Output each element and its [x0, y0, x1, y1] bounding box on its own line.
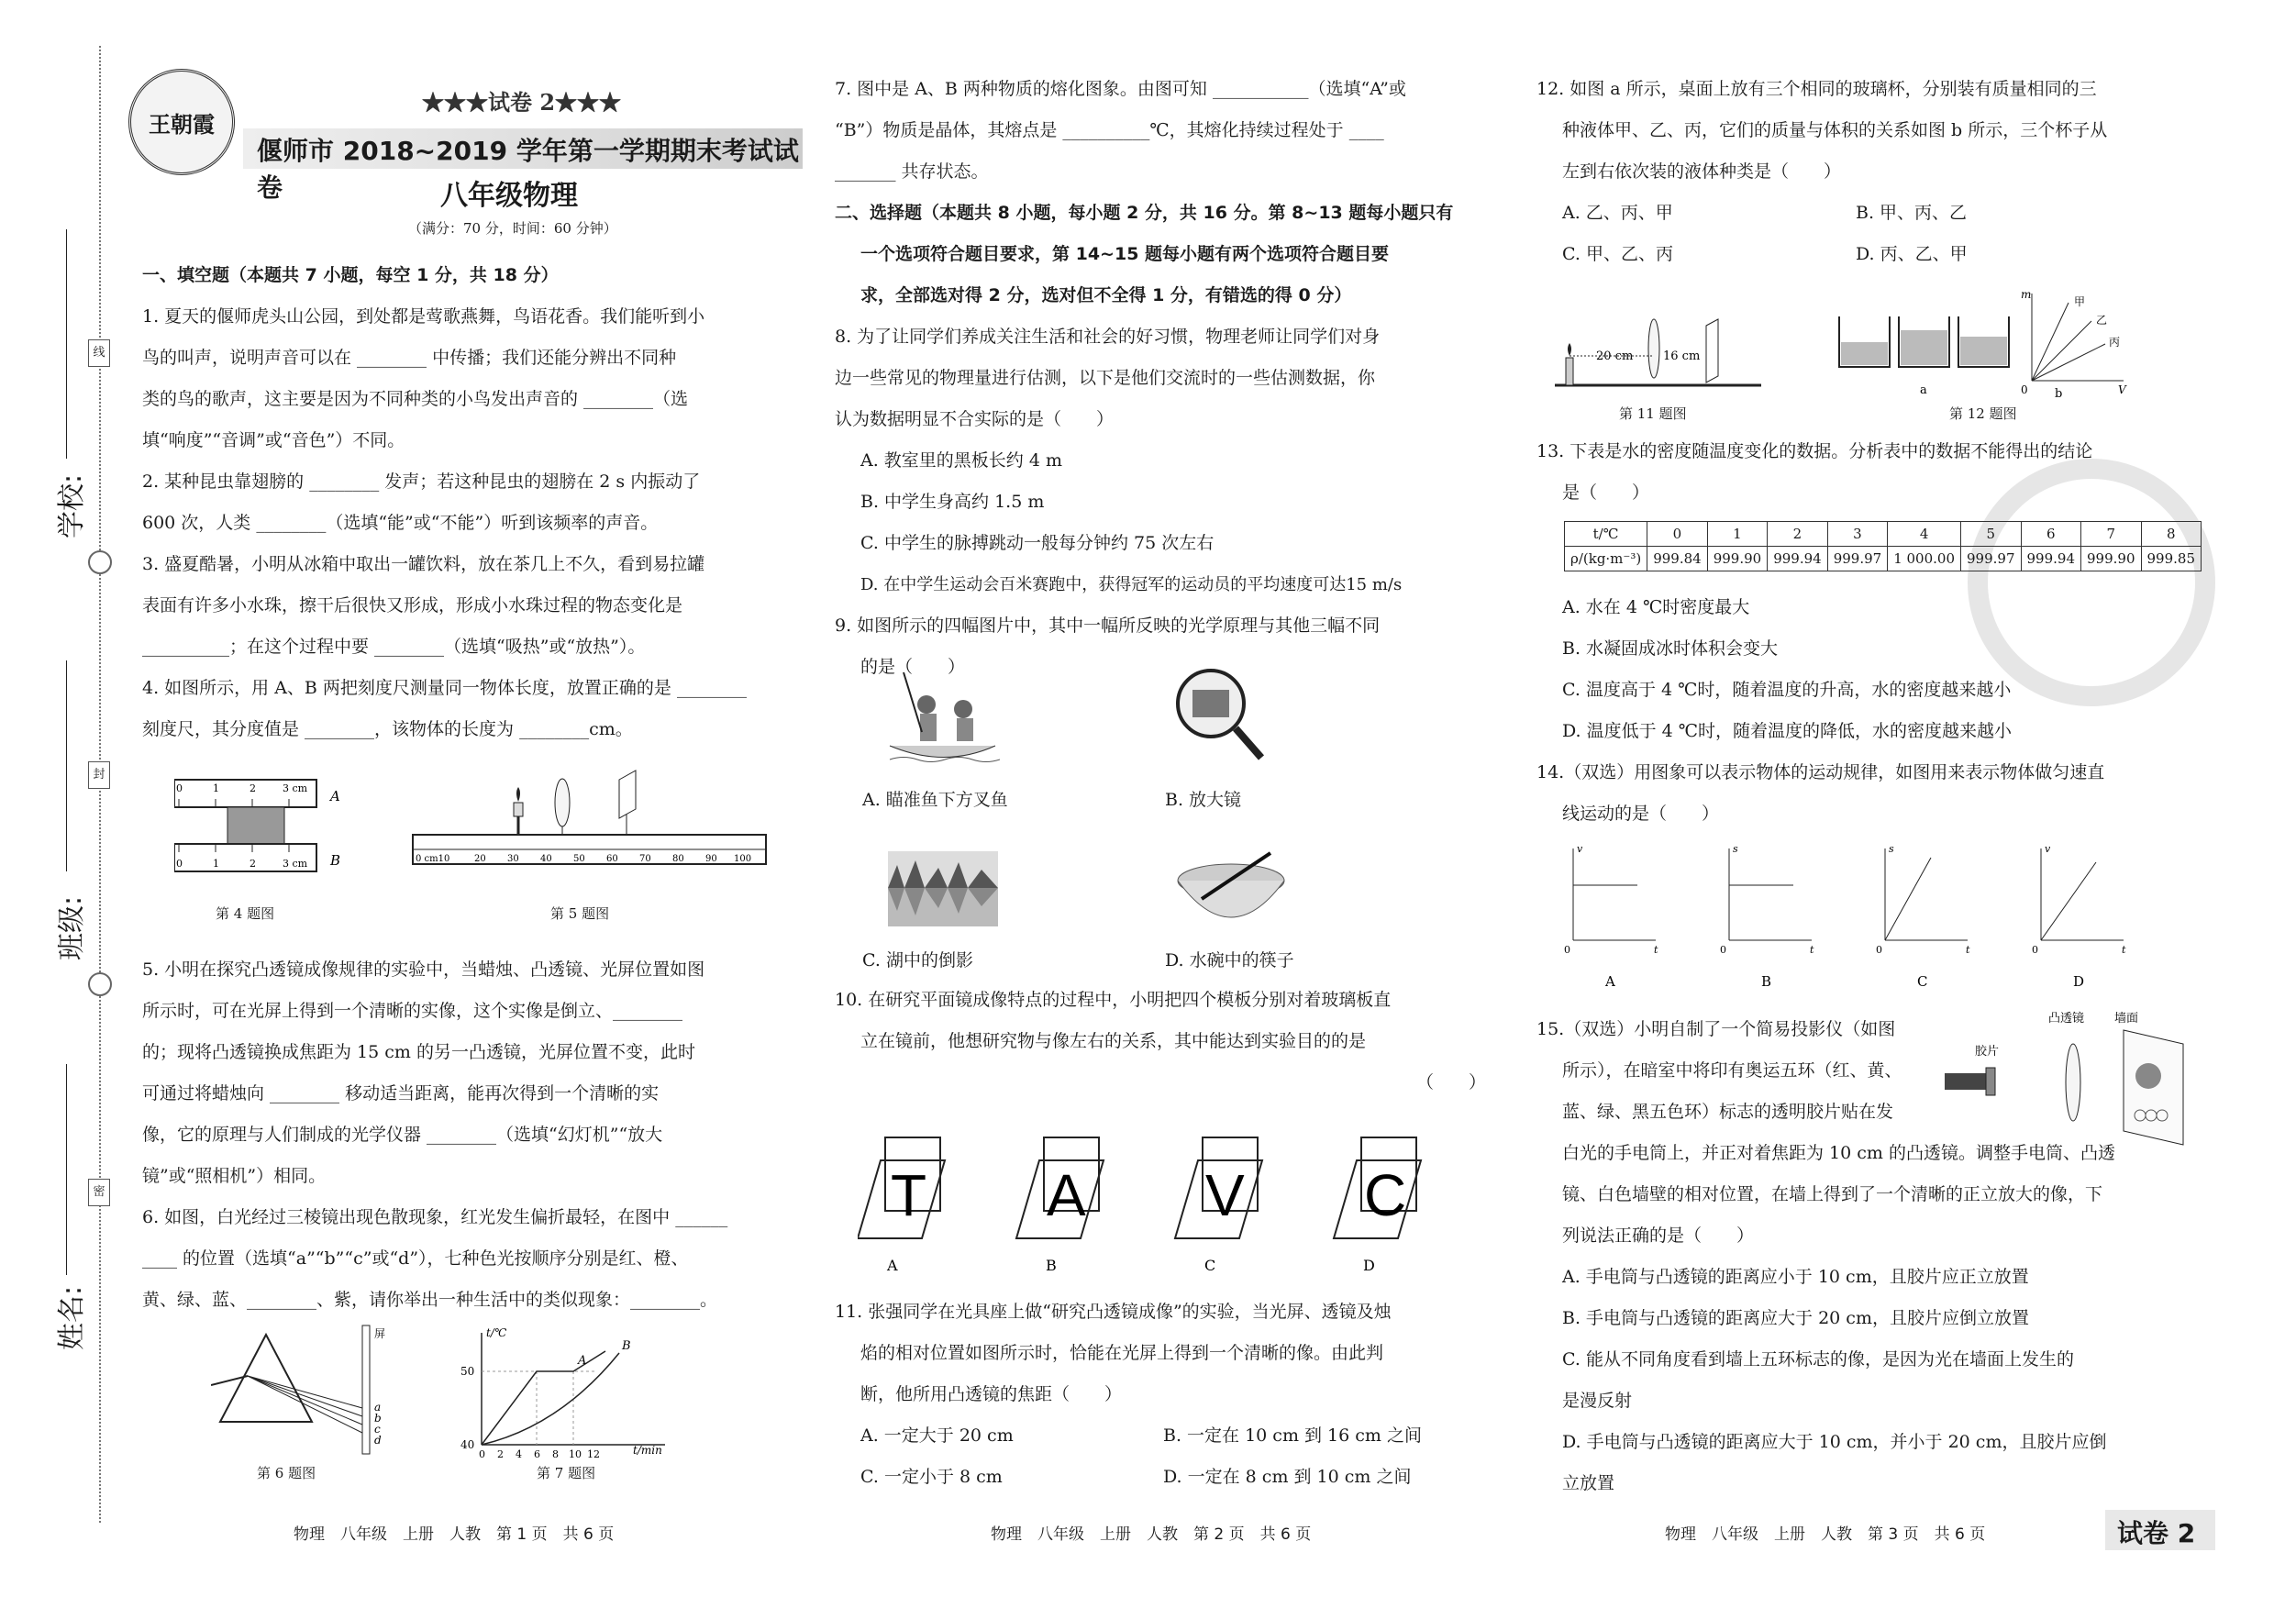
- ruler-a-digit-3: 3 cm: [283, 782, 308, 794]
- school-label: 学校:: [56, 473, 89, 539]
- question-3: 3. 盛夏酷暑，小明从冰箱中取出一罐饮料，放在茶几上不久，看到易拉罐 表面有许多小水珠，擦干后很快又形成，形成小水珠过程的物态变化是 __________；在这个过程中要 ________（选填“吸热”或“放热”）。: [142, 554, 705, 657]
- page-2: [835, 0, 1495, 1597]
- question-5: 5. 小明在探究凸透镜成像规律的实验中，当蜡烛、凸透镜、光屏位置如图 所示时，可在光屏上得到一个清晰的实像，这个实像是倒立、________ 的；现将凸透镜换成焦距为 15 cm 的另一凸透镜，光屏位置不变，此时 可通过将蜡烛向 ________ 移动适当距离，能再次得到一个清晰的实 像，它的原理与人们制成的光学仪器 ________（选填“幻灯机”“放大 镜”或“照相机”）相同。: [142, 959, 705, 1186]
- x-tick-4: 4: [516, 1448, 522, 1458]
- x-tick-12: 12: [587, 1448, 600, 1458]
- q9-option-b: B. 放大镜: [1165, 790, 1242, 810]
- svg-text:0: 0: [1876, 944, 1882, 956]
- q13-option-b: B. 水凝固成冰时体积会变大: [1562, 638, 1779, 659]
- question-13: 13. 下表是水的密度随温度变化的数据。分析表中的数据不能得出的结论 是（ ）: [1536, 441, 2093, 503]
- ruler-b-digit-1: 1: [213, 858, 219, 870]
- bench-tick-50: 50: [573, 854, 585, 864]
- name-label: 姓名:: [56, 1285, 89, 1351]
- series-b-label: B: [622, 1339, 631, 1353]
- ray-label-c: c: [374, 1423, 381, 1436]
- table-row: [1565, 522, 2202, 547]
- cut-mark-line: 线: [88, 339, 110, 367]
- letter-v: V: [1205, 1162, 1245, 1228]
- bench-tick-100: 100: [734, 854, 752, 864]
- page-3: [1536, 0, 2215, 1597]
- fig6-caption: 第 6 题图: [257, 1465, 316, 1481]
- page-footer-3: 物理 八年级 上册 人教 第 3 页 共 6 页: [1665, 1525, 1986, 1544]
- fig5-caption: 第 5 题图: [550, 905, 610, 922]
- table-cell: 999.84: [1647, 547, 1708, 571]
- binding-hole: [88, 972, 112, 996]
- table-cell: 6: [2021, 522, 2081, 547]
- label-wall: 墙面: [2114, 1012, 2139, 1026]
- footer-tag: 试卷 2: [2117, 1518, 2196, 1548]
- y-axis-label: t/℃: [486, 1326, 507, 1339]
- graph-b-label: B: [1761, 973, 1772, 990]
- letter-c: C: [1364, 1162, 1407, 1228]
- projector-figure: [1940, 1007, 2215, 1154]
- q9-option-d: D. 水碗中的筷子: [1165, 950, 1294, 970]
- table-cell: 1: [1707, 522, 1768, 547]
- section-2-heading: 二、选择题（本题共 8 小题，每小题 2 分，共 16 分。第 8~13 题每小题只有 一个选项符合题目要求，第 14~15 题每小题有两个选项符合题目要 求，全部选对得 2 分，选对但不全得 1 分，有错选的得 0 分）: [835, 203, 1454, 305]
- q12-option-b: B. 甲、丙、乙: [1856, 203, 1968, 223]
- q15-option-d: D. 手电筒与凸透镜的距离应大于 10 cm，并小于 20 cm，且胶片应倒: [1562, 1432, 2107, 1452]
- graph-a-y: v: [1577, 843, 1583, 855]
- table-cell: 1 000.00: [1888, 547, 1961, 571]
- table-cell: ρ/(kg·m⁻³): [1565, 547, 1647, 571]
- line-bing: 丙: [2109, 336, 2121, 349]
- name-field[interactable]: [66, 1064, 67, 1275]
- question-2: 2. 某种昆虫靠翅膀的 ________ 发声；若这种昆虫的翅膀在 2 s 内振动了 600 次，人类 ________（选填“能”或“不能”）听到该频率的声音。: [142, 471, 701, 533]
- graph-d: [2032, 843, 2126, 990]
- melting-graph: [459, 1325, 679, 1458]
- ruler-b-label: B: [330, 852, 341, 869]
- table-cell: 2: [1768, 522, 1828, 547]
- page-footer-1: 物理 八年级 上册 人教 第 1 页 共 6 页: [294, 1525, 615, 1544]
- question-9: 9. 如图所示的四幅图片中，其中一幅所反映的光学原理与其他三幅不同: [835, 616, 1381, 636]
- bench-tick-70: 70: [639, 854, 651, 864]
- table-cell: 999.97: [1827, 547, 1888, 571]
- image-chopsticks-bowl: [1174, 848, 1289, 931]
- graph-d-y: v: [2045, 843, 2051, 855]
- question-14: 14.（双选）用图象可以表示物体的运动规律，如图用来表示物体做匀速直: [1536, 762, 2105, 782]
- bench-tick-40: 40: [540, 854, 552, 864]
- graph-c: [1876, 843, 1970, 990]
- table-cell: 999.90: [2081, 547, 2142, 571]
- binding-margin: [0, 0, 128, 1597]
- q11-option-b: B. 一定在 10 cm 到 16 cm 之间: [1163, 1425, 1422, 1446]
- ray-label-d: d: [374, 1434, 382, 1447]
- figure-4-rulers: [174, 775, 404, 881]
- question-7: 7. 图中是 A、B 两种物质的熔化图象。由图可知 ___________（选填“A”或 “B”）物质是晶体，其熔点是 __________℃，其熔化持续过程处于 ____ _______ 共存状态。: [835, 79, 1406, 182]
- bench-tick-90: 90: [705, 854, 717, 864]
- density-table: [1564, 521, 2202, 571]
- table-cell: 7: [2081, 522, 2142, 547]
- graph-a: [1564, 843, 1658, 990]
- cut-mark-seal: 封: [88, 761, 110, 789]
- template-label-a: A: [887, 1257, 898, 1274]
- question-4: 4. 如图所示，用 A、B 两把刻度尺测量同一物体长度，放置正确的是 ________ 刻度尺，其分度值是 ________，该物体的长度为 ________cm。: [142, 678, 747, 739]
- y-tick-40: 40: [460, 1438, 475, 1451]
- question-12: 12. 如图 a 所示，桌面上放有三个相同的玻璃杯，分别装有质量相同的三 种液体甲、乙、丙，它们的质量与体积的关系如图 b 所示，三个杯子从 左到右依次装的液体种类是（ ） A. 乙、丙、甲 B. 甲、丙、乙 C. 甲、乙、丙 D. 丙、乙、甲: [1536, 69, 2215, 275]
- graph-c-y: s: [1889, 843, 1894, 855]
- q9-option-a: A. 瞄准鱼下方叉鱼: [862, 790, 1008, 810]
- figure-11: [1555, 312, 1766, 394]
- sub-a: a: [1920, 383, 1927, 397]
- fig4-caption: 第 4 题图: [216, 905, 275, 922]
- figure-6-prism: [211, 1321, 413, 1458]
- svg-text:0: 0: [1564, 944, 1570, 956]
- motion-graphs: [1564, 839, 2206, 991]
- paper-tag: ★★★试卷 2★★★: [422, 89, 622, 116]
- q13-option-d: D. 温度低于 4 ℃时，随着温度的降低，水的密度越来越小: [1562, 721, 2013, 741]
- table-cell: 999.90: [1707, 547, 1768, 571]
- q15-option-c: C. 能从不同角度看到墙上五环标志的像，是因为光在墙面上发生的: [1562, 1349, 2074, 1370]
- template-label-d: D: [1363, 1257, 1375, 1274]
- graph-a-label: A: [1605, 973, 1615, 990]
- question-1: 1. 夏天的偃师虎头山公园，到处都是莺歌燕舞，鸟语花香。我们能听到小 鸟的叫声，说明声音可以在 ________ 中传播；我们还能分辨出不同种 类的鸟的歌声，这主要是因为不同种类的小鸟发出声音的 ________（选 填“响度”“音调”或“音色”）不同。: [142, 306, 705, 450]
- sub-b: b: [2055, 387, 2063, 399]
- graph-d-x: t: [2122, 944, 2126, 956]
- template-a: [858, 1137, 945, 1238]
- bench-tick-30: 30: [507, 854, 519, 864]
- fig11-caption: 第 11 题图: [1619, 405, 1687, 422]
- optical-bench-diagram: [408, 761, 775, 881]
- template-label-b: B: [1046, 1257, 1057, 1274]
- q12-option-c: C. 甲、乙、丙: [1562, 244, 1673, 264]
- mirror-templates: [858, 1133, 1463, 1280]
- option-c: C. 中学生的脉搏跳动一般每分钟约 75 次左右: [860, 533, 1215, 553]
- template-d: [1334, 1137, 1421, 1238]
- page-1: [128, 0, 807, 1597]
- graph-b-x: t: [1810, 944, 1814, 956]
- figure-5-optical-bench: [408, 761, 775, 881]
- table-row: [1565, 547, 2202, 571]
- letter-t: T: [891, 1162, 927, 1228]
- x-tick-0: 0: [479, 1448, 485, 1458]
- x-tick-6: 6: [534, 1448, 540, 1458]
- q15-option-b: B. 手电筒与凸透镜的距离应大于 20 cm，且胶片应倒立放置: [1562, 1308, 2029, 1328]
- svg-text:0: 0: [2032, 944, 2038, 956]
- image-spear-fishing: [885, 668, 1000, 769]
- label-lens: 凸透镜: [2048, 1012, 2085, 1026]
- table-cell: 4: [1888, 522, 1961, 547]
- table-cell: 999.85: [2141, 547, 2202, 571]
- bench-tick-0: 0 cm10: [416, 854, 450, 864]
- exam-title: 偃师市 2018~2019 学年第一学期期末考试试卷: [257, 136, 799, 203]
- cut-mark-secret: 密: [88, 1179, 110, 1206]
- question-8: 8. 为了让同学们养成关注生活和社会的好习惯，物理老师让同学们对身 边一些常见的物理量进行估测，以下是他们交流时的一些估测数据，你 认为数据明显不合实际的是（ ） A. 教室里的黑板长约 4 m B. 中学生身高约 1.5 m C. 中学生的脉搏跳动一般每分钟约 75 次左右 D. 在中学生运动会百米赛跑中，获得冠军的运动员的平均速度可达15 m/s 9. 如图所示的四幅图片中，其中一幅所反映的光学原理与其他三幅不同 的是（ ）: [835, 316, 1495, 688]
- section-1: [142, 255, 803, 750]
- ruler-a-digit-0: 0: [176, 782, 183, 794]
- option-d: D. 在中学生运动会百米赛跑中，获得冠军的运动员的平均速度可达15 m/s: [860, 575, 1403, 594]
- brand-logo: [128, 69, 235, 175]
- table-cell: 8: [2141, 522, 2202, 547]
- subject-title: 八年级物理: [440, 180, 578, 212]
- school-field[interactable]: [66, 229, 67, 459]
- line-jia: 甲: [2074, 295, 2086, 308]
- class-field[interactable]: [66, 660, 67, 871]
- figure-12: [1830, 289, 2133, 399]
- exam-meta: （满分：70 分，时间：60 分钟）: [408, 220, 617, 237]
- graph-c-x: t: [1966, 944, 1970, 956]
- svg-text:0: 0: [1720, 944, 1726, 956]
- template-c: [1175, 1137, 1262, 1238]
- axis-origin: 0: [2021, 383, 2028, 396]
- q13-option-c: C. 温度高于 4 ℃时，随着温度的升高，水的密度越来越小: [1562, 680, 2012, 700]
- image-magnifier: [1170, 662, 1270, 768]
- section-heading: 一、填空题（本题共 7 小题，每空 1 分，共 18 分）: [142, 265, 559, 285]
- q11-option-a: A. 一定大于 20 cm: [860, 1425, 1014, 1446]
- ray-label-a: a: [374, 1401, 382, 1414]
- prism-diagram: [211, 1321, 413, 1458]
- image-lake-reflection: [888, 851, 998, 926]
- series-a-label: A: [578, 1354, 587, 1368]
- bench-tick-60: 60: [606, 854, 618, 864]
- q11-option-d: D. 一定在 8 cm 到 10 cm 之间: [1163, 1467, 1412, 1487]
- x-tick-10: 10: [569, 1448, 582, 1458]
- q12-option-a: A. 乙、丙、甲: [1562, 203, 1673, 223]
- fig7-caption: 第 7 题图: [537, 1465, 596, 1481]
- ruler-b-digit-0: 0: [176, 858, 183, 870]
- axis-v: V: [2118, 383, 2126, 396]
- screen-label: 屏: [374, 1327, 386, 1340]
- graph-a-x: t: [1654, 944, 1658, 956]
- graph-d-label: D: [2073, 973, 2085, 990]
- ruler-a-digit-2: 2: [250, 782, 256, 794]
- x-tick-8: 8: [552, 1448, 559, 1458]
- line-yi: 乙: [2096, 314, 2108, 327]
- section-1-cont: [142, 949, 803, 1321]
- table-cell: t/℃: [1565, 522, 1647, 547]
- q9-option-c: C. 湖中的倒影: [862, 950, 973, 970]
- table-cell: 999.94: [1768, 547, 1828, 571]
- question-15: 15.（双选）小明自制了一个简易投影仪（如图 所示），在暗室中将印有奥运五环（红、黄、 蓝、绿、黑五色环）标志的透明胶片贴在发 白光的手电筒上，并正对着焦距为 10 cm 的凸透镜。调整手电筒、凸透 镜、白色墙壁的相对位置，在墙上得到了一个清晰的正立放大的像，下 列说法正确的是（ ） A. 手电筒与凸透镜的距离应小于 10 cm，且胶片应正立放置 B. 手电筒与凸透镜的距离应大于 20 cm，且胶片应倒立放置 C. 能从不同角度看到墙上五环标志的像，是因为光在墙面上发生的 是漫反射 D. 手电筒与凸透镜的距离应大于 10 cm，并小于 20 cm，且胶片应倒 立放置: [1536, 1009, 2215, 1504]
- axis-m: m: [2021, 289, 2032, 301]
- q12-option-d: D. 丙、乙、甲: [1856, 244, 1968, 264]
- page-footer-2: 物理 八年级 上册 人教 第 2 页 共 6 页: [991, 1525, 1312, 1544]
- question-11: 11. 张强同学在光具座上做“研究凸透镜成像”的实验，当光屏、透镜及烛 焰的相对位置如图所示时，恰能在光屏上得到一个清晰的像。由此判 断，他所用凸透镜的焦距（ ） A. 一定大于 20 cm B. 一定在 10 cm 到 16 cm 之间 C. 一定小于 8 cm D. 一定在 8 cm 到 10 cm 之间: [835, 1292, 1495, 1498]
- rulers-diagram: [174, 775, 404, 881]
- fig12-caption: 第 12 题图: [1949, 405, 2017, 422]
- bench-tick-20: 20: [474, 854, 486, 864]
- dim-16cm: 16 cm: [1663, 349, 1701, 363]
- table-cell: 5: [1961, 522, 2022, 547]
- option-a: A. 教室里的黑板长约 4 m: [860, 450, 1062, 471]
- dim-20cm: 20 cm: [1596, 349, 1634, 363]
- x-tick-2: 2: [497, 1448, 504, 1458]
- class-label: 班级:: [56, 895, 89, 961]
- letter-a: A: [1047, 1162, 1086, 1228]
- ray-label-b: b: [374, 1412, 382, 1425]
- template-label-c: C: [1204, 1257, 1216, 1274]
- table-cell: 999.97: [1961, 547, 2022, 571]
- question-6: 6. 如图，白光经过三棱镜出现色散现象，红光发生偏折最轻，在图中 ______ ____ 的位置（选填“a”“b”“c”或“d”），七种色光按顺序分别是红、橙、 黄、绿、蓝、________、紫，请你举出一种生活中的类似现象：________。: [142, 1207, 728, 1310]
- template-b: [1016, 1137, 1104, 1238]
- question-13-options: A. 水在 4 ℃时密度最大 B. 水凝固成冰时体积会变大 C. 温度高于 4 ℃时，随着温度的升高，水的密度越来越小 D. 温度低于 4 ℃时，随着温度的降低，水的密度越来越小 14.（双选）用图象可以表示物体的运动规律，如图用来表示物体做匀速直 线运动的是（ ）: [1536, 587, 2215, 835]
- bench-tick-80: 80: [672, 854, 684, 864]
- label-film: 胶片: [1975, 1045, 2000, 1059]
- question-10: 10. 在研究平面镜成像特点的过程中，小明把四个模板分别对着玻璃板直 立在镜前，他想研究物与像左右的关系，其中能达到实验目的的是 （ ）: [835, 990, 1486, 1092]
- q13-option-a: A. 水在 4 ℃时密度最大: [1562, 597, 1750, 617]
- table-cell: 999.94: [2021, 547, 2081, 571]
- ruler-a-label: A: [330, 788, 340, 804]
- binding-hole: [88, 550, 112, 574]
- logo-text: 王朝霞: [149, 110, 215, 138]
- x-axis-label: t/min: [633, 1444, 662, 1457]
- graph-b-y: s: [1733, 843, 1738, 855]
- option-b: B. 中学生身高约 1.5 m: [860, 492, 1045, 512]
- table-cell: 0: [1647, 522, 1708, 547]
- figure-7-melting-graph: [459, 1325, 679, 1458]
- q15-option-a: A. 手电筒与凸透镜的距离应小于 10 cm，且胶片应正立放置: [1562, 1267, 2029, 1287]
- q11-option-c: C. 一定小于 8 cm: [860, 1467, 1003, 1487]
- graph-c-label: C: [1917, 973, 1928, 990]
- table-cell: 3: [1827, 522, 1888, 547]
- graph-b: [1720, 843, 1814, 990]
- y-tick-50: 50: [460, 1365, 475, 1378]
- ruler-b-digit-2: 2: [250, 858, 256, 870]
- ruler-a-digit-1: 1: [213, 782, 219, 794]
- ruler-b-digit-3: 3 cm: [283, 858, 308, 870]
